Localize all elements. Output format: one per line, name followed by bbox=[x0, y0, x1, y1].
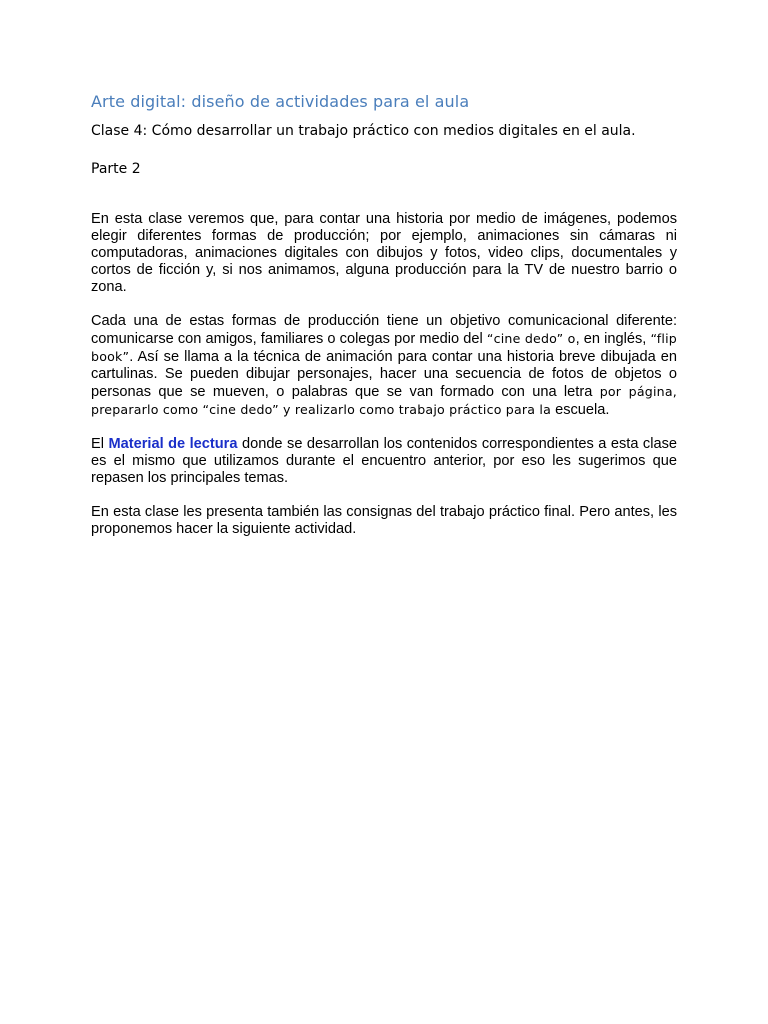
paragraph-forms-text-1: Cada una de estas formas de producción tiene un objetivo comunicacional diferente: comunicarse con amigos, familiares o colegas por medio del bbox=[91, 313, 677, 347]
paragraph-reading-material bbox=[91, 436, 677, 487]
part-heading: Parte 2 bbox=[91, 161, 141, 177]
paragraph-forms-text-4: por página, prepararlo como “cine dedo” y realizarlo como trabajo práctico para la bbox=[91, 384, 677, 417]
paragraph-reading-prefix: El bbox=[91, 436, 109, 452]
cine-dedo-term: “cine dedo” o bbox=[486, 331, 576, 346]
paragraph-forms-text-5: escuela. bbox=[551, 402, 610, 418]
reading-material-link[interactable]: Material de lectura bbox=[108, 436, 238, 452]
document-content bbox=[91, 91, 677, 538]
document-title: Arte digital: diseño de actividades para el aula bbox=[91, 92, 470, 111]
flip-book-term: “flip book” bbox=[91, 331, 678, 364]
paragraph-forms-text-3: . Así se llama a la técnica de animación para contar una historia breve dibujada en cartulinas. Se pueden dibujar personajes, hacer una secuencia de fotos de objetos o personas que se mueven, o palabras que se van formado con una letra bbox=[91, 349, 677, 400]
paragraph-reading-suffix: donde se desarrollan los contenidos correspondientes a esta clase es el mismo que utilizamos durante el encuentro anterior, por eso les sugerimos que repasen los principales temas. bbox=[91, 436, 678, 486]
class-subtitle: Clase 4: Cómo desarrollar un trabajo práctico con medios digitales en el aula. bbox=[91, 123, 636, 139]
paragraph-intro: En esta clase veremos que, para contar una historia por medio de imágenes, podemos elegir diferentes formas de producción; por ejemplo, animaciones sin cámaras ni computadoras, animaciones digitales con dibujos y fotos, video clips, documentales y cortos de ficción y, si nos animamos, alguna producción para la TV de nuestro barrio o zona. bbox=[91, 211, 677, 295]
paragraph-forms bbox=[91, 313, 677, 419]
paragraph-forms-text-2: , en inglés, bbox=[575, 331, 651, 347]
paragraph-final-assignment: En esta clase les presenta también las consignas del trabajo práctico final. Pero antes, les proponemos hacer la siguiente actividad. bbox=[91, 504, 677, 537]
